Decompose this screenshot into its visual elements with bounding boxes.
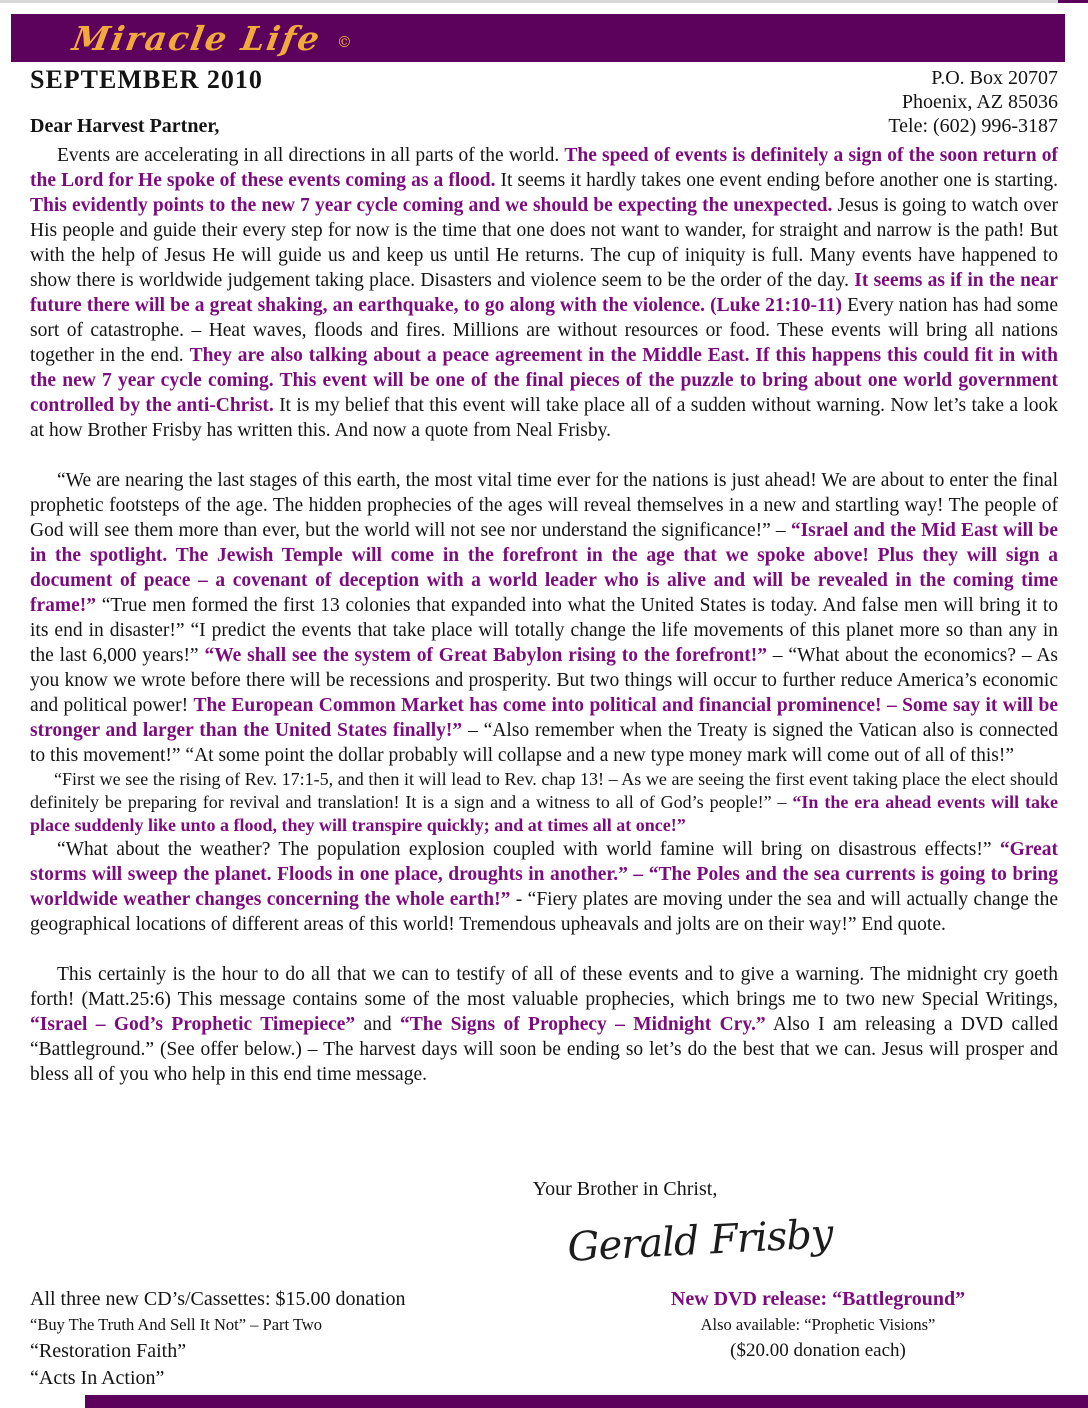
body-text: - “Fiery plates are moving under the sea and will actually change the geographical locations of different areas of this world! Tremendous upheavals and jolts are on their way!” End quote. <box>30 889 1058 935</box>
emphasis-purple-text: “The Signs of Prophecy – Midnight Cry.” <box>400 1014 766 1035</box>
closing-line: Your Brother in Christ, <box>532 1178 718 1200</box>
address-block <box>888 66 1058 138</box>
body-text: It seems it hardly takes one event ending before another one is starting. <box>495 170 1058 191</box>
header-left <box>30 66 263 138</box>
paragraph-revelation <box>30 768 1058 837</box>
paragraph-midnight-cry <box>30 962 1058 1087</box>
masthead-banner <box>11 14 1065 62</box>
emphasis-purple-text: “Great storms will sweep the planet. Floods in one place, droughts in another.” – “The Poles and the sea currents is going to bring worldwide weather changes concerning the whole earth!” <box>30 839 1058 910</box>
body-text: “What about the weather? The population explosion coupled with world famine will bring on disastrous effects!” <box>57 839 1000 860</box>
emphasis-purple-text: The European Common Market has come into political and financial prominence! – Some say it will be stronger and larger than the United States finally!” <box>30 695 1058 741</box>
top-hairline-accent <box>1058 0 1088 3</box>
body-text: – “What about the economics? – As you know we wrote before there will be recessions and prosperity. But two things will occur to further reduce America’s economic and political power! <box>30 645 1058 716</box>
body-text: Events are accelerating in all directions in all parts of the world. <box>57 145 565 166</box>
body-text: Also I am releasing a DVD called “Battleground.” (See offer below.) – The harvest days will soon be ending so let’s do the best that we can. Jesus will prosper and bless all of you who help in this end time message. <box>30 1014 1059 1085</box>
body-text: It is my belief that this event will take place all of a sudden without warning. Now let’s take a look at how Brother Frisby has written this. And now a quote from Neal Frisby. <box>30 395 1058 441</box>
bottom-purple-bar <box>85 1395 1088 1408</box>
footer-offer-line: “Buy The Truth And Sell It Not” – Part Two <box>30 1315 323 1334</box>
emphasis-purple-text: It seems as if in the near future there will be a great shaking, an earthquake, to go along with the violence. (Luke 21:10-11) <box>30 270 1058 316</box>
salutation: Dear Harvest Partner, <box>30 115 220 137</box>
emphasis-purple-text: “Israel – God’s Prophetic Timepiece” <box>30 1014 356 1035</box>
emphasis-purple-text: “We shall see the system of Great Babylon rising to the forefront!” <box>204 645 767 666</box>
top-hairline <box>0 0 1088 3</box>
copyright-icon: © <box>336 33 352 51</box>
emphasis-purple-text: This evidently points to the new 7 year cycle coming and we should be expecting the unexpected. <box>30 195 833 216</box>
footer-offer-line: “Restoration Faith” <box>30 1340 187 1362</box>
header-row <box>30 66 1058 138</box>
emphasis-purple-text: “In the era ahead events will take place suddenly like unto a flood, they will transpire quickly; and at times all at once!” <box>30 792 1058 835</box>
footer-offer-line: New DVD release: “Battleground” <box>670 1288 966 1310</box>
footer-offer-line: “Acts In Action” <box>30 1367 165 1389</box>
body-text: “We are nearing the last stages of this earth, the most vital time ever for the nations is just ahead! We are about to enter the final prophetic footsteps of the age. The hidden prophecies of the ages will reveal themselves in a new and startling way! The people of God will see them more than ever, but the world will not see nor understand the significance!” – <box>30 470 1058 541</box>
address-line-phone: Tele: (602) 996-3187 <box>888 115 1058 137</box>
signature: Gerald Frisby <box>566 1211 834 1271</box>
footer-offer-line: ($20.00 donation each) <box>730 1340 906 1361</box>
footer-offer-line: All three new CD’s/Cassettes: $15.00 donation <box>30 1288 406 1310</box>
address-line-po-box: P.O. Box 20707 <box>931 67 1058 89</box>
emphasis-purple-text: “Israel and the Mid East will be in the spotlight. The Jewish Temple will come in the forefront in the age that we spoke above! Plus they will sign a document of peace – a covenant of deception with a world leader who is alive and will be revealed in the coming time frame!” <box>30 520 1058 616</box>
footer-offer-line: Also available: “Prophetic Visions” <box>700 1315 936 1334</box>
body-text: and <box>355 1014 401 1035</box>
body-text: Jesus is going to watch over His people and guide their every step for now is the time that one does not want to wander, for straight and narrow is the path! But with the help of Jesus He will guide us and keep us until He returns. The cup of iniquity is full. Many events have happened to show there is worldwide judgement taking place. Disasters and violence seem to be the order of the day. <box>30 195 1058 291</box>
address-line-city: Phoenix, AZ 85036 <box>901 91 1058 113</box>
issue-date: SEPTEMBER 2010 <box>30 65 263 94</box>
body-text: “First we see the rising of Rev. 17:1-5, and then it will lead to Rev. chap 13! – As we are seeing the first event taking place the elect should definitely be preparing for revival and translation! It is a sign and a witness to all of God’s people!” – <box>30 769 1058 812</box>
dvd-offer-list <box>603 1288 1033 1367</box>
paragraph-events <box>30 143 1058 443</box>
cd-offer-list <box>30 1288 500 1394</box>
body-text: “True men formed the first 13 colonies that expanded into what the United States is today. And false men will bring it to its end in disaster!” “I predict the events that take place will totally change the life movements of this planet more so than any in the last 6,000 years!” <box>30 595 1058 666</box>
brand-logo: Miracle Life <box>69 18 325 58</box>
emphasis-purple-text: The speed of events is definitely a sign of the soon return of the Lord for He spoke of these events coming as a flood. <box>30 145 1058 191</box>
paragraph-weather <box>30 837 1058 937</box>
emphasis-purple-text: They are also talking about a peace agreement in the Middle East. If this happens this could fit in with the new 7 year cycle coming. This event will be one of the final pieces of the puzzle to bring about one world government controlled by the anti-Christ. <box>30 345 1058 416</box>
offers-footer <box>30 1288 1058 1394</box>
letter-body <box>30 143 1058 1087</box>
body-text: – “Also remember when the Treaty is signed the Vatican also is connected to this movement!” “At some point the dollar probably will collapse and a new type money mark will come out of all of this!” <box>30 720 1058 766</box>
paragraph-frisby-quote-1 <box>30 468 1058 768</box>
body-text: Every nation has had some sort of catastrophe. – Heat waves, floods and fires. Millions are without resources or food. These events will bring all nations together in the end. <box>30 295 1058 366</box>
body-text: This certainly is the hour to do all that we can to testify of all of these events and to give a warning. The midnight cry goeth forth! (Matt.25:6) This message contains some of the most valuable prophecies, which brings me to two new Special Writings, <box>30 964 1058 1010</box>
